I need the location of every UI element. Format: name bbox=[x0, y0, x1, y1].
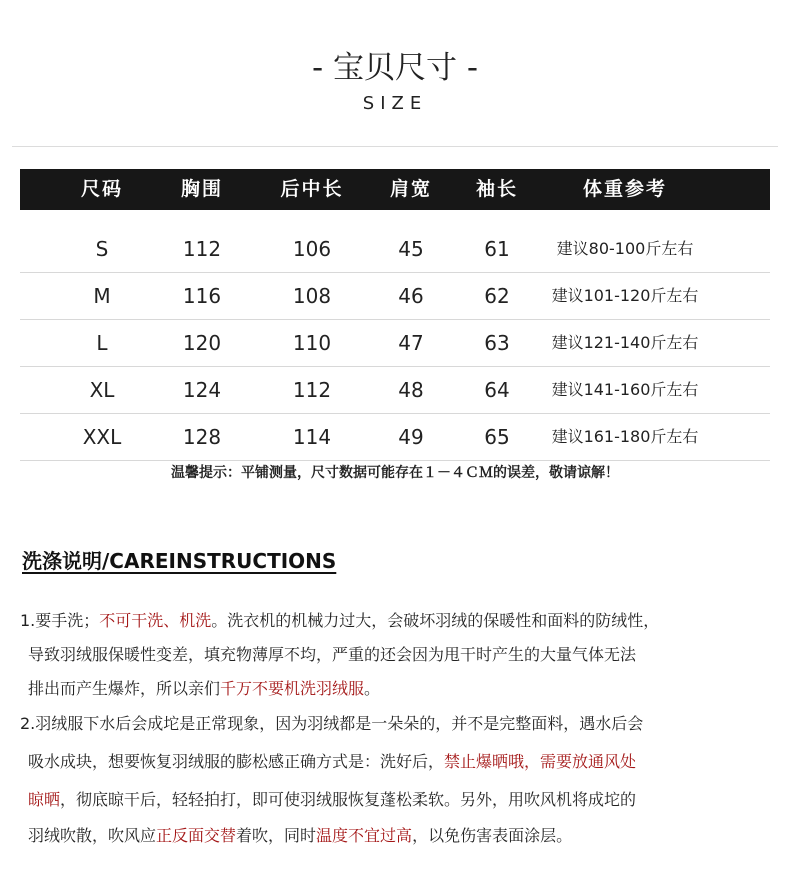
care-warning: 正反面交替 bbox=[156, 826, 237, 845]
care-text: 着吹，同时 bbox=[236, 826, 317, 845]
cell-sleeve: 63 bbox=[484, 331, 510, 355]
cell-size: XL bbox=[89, 378, 115, 402]
care-warning: 不可干洗、机洗 bbox=[99, 611, 212, 630]
cell-sleeve: 61 bbox=[484, 237, 510, 261]
care-line bbox=[28, 676, 380, 699]
cell-weight: 建议161-180斤左右 bbox=[551, 427, 699, 446]
care-text: 。洗衣机的机械力过大，会破坏羽绒的保暖性和面料的防绒性， bbox=[211, 611, 660, 630]
care-text: 羽绒吹散，吹风应 bbox=[28, 826, 157, 845]
cell-size: L bbox=[96, 331, 108, 355]
cell-chest: 112 bbox=[182, 237, 222, 261]
cell-weight: 建议101-120斤左右 bbox=[551, 286, 699, 305]
table-row bbox=[20, 320, 770, 367]
cell-sleeve: 64 bbox=[484, 378, 510, 402]
care-line bbox=[20, 711, 643, 734]
table-body bbox=[20, 226, 770, 461]
cell-weight: 建议121-140斤左右 bbox=[551, 333, 699, 352]
cell-sleeve: 65 bbox=[484, 425, 510, 449]
care-text: ，以免伤害表面涂层。 bbox=[412, 826, 573, 845]
care-text: 排出而产生爆炸，所以亲们 bbox=[28, 679, 221, 698]
care-heading: 洗涤说明/CAREINSTRUCTIONS bbox=[22, 549, 337, 573]
care-text: 吸水成块，想要恢复羽绒服的膨松感正确方式是：洗好后， bbox=[28, 752, 445, 771]
cell-chest: 128 bbox=[182, 425, 222, 449]
care-line bbox=[28, 749, 636, 772]
table-row bbox=[20, 273, 770, 320]
care-line bbox=[20, 608, 659, 631]
table-header bbox=[20, 169, 770, 210]
cell-sleeve: 62 bbox=[484, 284, 510, 308]
cell-size: S bbox=[95, 237, 109, 261]
table-row bbox=[20, 226, 770, 273]
cell-shoulder: 45 bbox=[398, 237, 424, 261]
cell-weight: 建议80-100斤左右 bbox=[556, 239, 694, 258]
column-header-size: 尺码 bbox=[80, 178, 123, 200]
cell-shoulder: 47 bbox=[398, 331, 424, 355]
cell-chest: 124 bbox=[182, 378, 222, 402]
cell-back-length: 112 bbox=[292, 378, 332, 402]
care-warning: 晾晒 bbox=[28, 790, 61, 809]
cell-size: M bbox=[93, 284, 111, 308]
divider bbox=[12, 146, 778, 147]
care-line bbox=[28, 823, 572, 846]
cell-size: XXL bbox=[82, 425, 122, 449]
cell-shoulder: 46 bbox=[398, 284, 424, 308]
care-text: ，彻底晾干后，轻轻拍打，即可使羽绒服恢复蓬松柔软。另外，用吹风机将成坨的 bbox=[60, 790, 637, 809]
care-text: 导致羽绒服保暖性变差，填充物薄厚不均，严重的还会因为甩干时产生的大量气体无法 bbox=[28, 645, 637, 664]
cell-weight: 建议141-160斤左右 bbox=[551, 380, 699, 399]
care-warning: 千万不要机洗羽绒服 bbox=[220, 679, 365, 698]
column-header-weight: 体重参考 bbox=[582, 178, 667, 200]
size-table bbox=[20, 169, 770, 461]
column-header-shoulder: 肩宽 bbox=[389, 178, 432, 200]
cell-chest: 120 bbox=[182, 331, 222, 355]
column-header-sleeve: 袖长 bbox=[475, 178, 518, 200]
table-row bbox=[20, 414, 770, 461]
care-warning: 禁止爆晒哦，需要放通风处 bbox=[444, 752, 637, 771]
cell-back-length: 110 bbox=[292, 331, 332, 355]
care-line bbox=[28, 787, 636, 810]
care-line bbox=[28, 642, 636, 665]
cell-chest: 116 bbox=[182, 284, 222, 308]
cell-back-length: 106 bbox=[292, 237, 332, 261]
column-header-back-length: 后中长 bbox=[280, 178, 344, 200]
care-text: 。 bbox=[364, 679, 381, 698]
table-row bbox=[20, 367, 770, 414]
care-text: 1.要手洗； bbox=[20, 611, 100, 630]
page-subtitle: SIZE bbox=[362, 93, 428, 114]
cell-shoulder: 48 bbox=[398, 378, 424, 402]
column-header-chest: 胸围 bbox=[180, 178, 223, 200]
care-text: 2.羽绒服下水后会成坨是正常现象，因为羽绒都是一朵朵的，并不是完整面料，遇水后会 bbox=[20, 714, 644, 733]
cell-back-length: 114 bbox=[292, 425, 332, 449]
cell-back-length: 108 bbox=[292, 284, 332, 308]
page-title: - 宝贝尺寸 - bbox=[311, 50, 479, 86]
measurement-note: 温馨提示：平铺测量，尺寸数据可能存在１－４ＣＭ的误差，敬请谅解！ bbox=[171, 465, 619, 481]
care-warning: 温度不宜过高 bbox=[316, 826, 413, 845]
cell-shoulder: 49 bbox=[398, 425, 424, 449]
